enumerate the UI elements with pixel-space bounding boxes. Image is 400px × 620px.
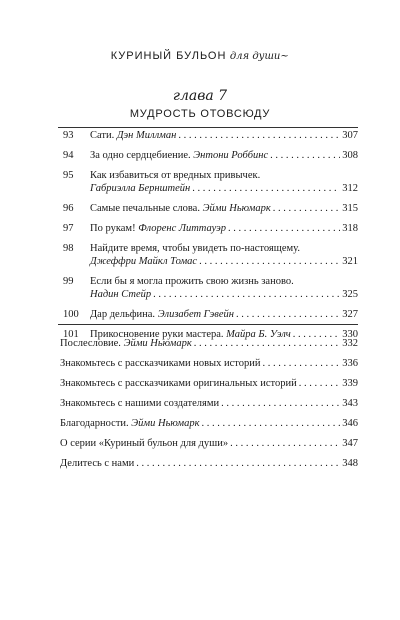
toc-page-number: 315 bbox=[342, 203, 358, 214]
toc-entry-title: Знакомьтесь с нашими создателями bbox=[60, 398, 220, 409]
toc-page-number: 327 bbox=[342, 309, 358, 320]
toc-entry-text bbox=[90, 149, 268, 162]
toc-entry-text bbox=[90, 169, 260, 182]
top-divider bbox=[58, 127, 358, 128]
toc-line bbox=[58, 337, 358, 350]
toc-entry-title: Дар дельфина. bbox=[90, 309, 158, 320]
toc-item-entry bbox=[90, 129, 358, 142]
toc-page-number: 332 bbox=[342, 338, 358, 349]
toc-line bbox=[90, 129, 358, 142]
toc-entry-title: Делитесь с нами bbox=[60, 458, 135, 469]
toc-leader-dots bbox=[270, 149, 340, 162]
toc-page-number: 339 bbox=[342, 378, 358, 389]
toc-entry-author: Майра Б. Уэлч bbox=[226, 329, 291, 340]
toc-leader-dots bbox=[178, 129, 340, 142]
header-script-title: для души bbox=[229, 51, 281, 62]
middle-divider bbox=[58, 324, 358, 325]
toc-page-number: 348 bbox=[342, 458, 358, 469]
toc-back-item[interactable] bbox=[58, 417, 358, 430]
toc-entry-author: Джеффри Майкл Томас bbox=[90, 256, 198, 267]
toc-entry-text bbox=[90, 275, 294, 288]
toc-entry-author: Дэн Миллман bbox=[116, 130, 177, 141]
toc-leader-dots bbox=[221, 397, 340, 410]
chapter-title: МУДРОСТЬ ОТОВСЮДУ bbox=[129, 108, 271, 120]
toc-page-number: 336 bbox=[342, 358, 358, 369]
toc-line bbox=[90, 308, 358, 321]
toc-entry-text bbox=[90, 242, 300, 255]
toc-line bbox=[58, 377, 358, 390]
toc-page-number: 307 bbox=[342, 130, 358, 141]
toc-entry-title: О серии «Куриный бульон для души» bbox=[60, 438, 229, 449]
toc-item-number: 101 bbox=[63, 329, 79, 340]
toc-item-entry bbox=[90, 222, 358, 235]
toc-page-number: 308 bbox=[342, 150, 358, 161]
toc-item-entry bbox=[90, 202, 358, 215]
toc-entry-text bbox=[90, 129, 176, 142]
toc-entry-text bbox=[60, 377, 297, 390]
toc-line bbox=[90, 222, 358, 235]
toc-leader-dots bbox=[273, 202, 340, 215]
toc-leader-dots bbox=[192, 182, 340, 195]
toc-entry-author: Флоренс Литтауэр bbox=[138, 223, 227, 234]
toc-item-entry bbox=[90, 242, 358, 268]
toc-item-entry bbox=[90, 275, 358, 301]
toc-entry-text bbox=[60, 417, 199, 430]
toc-entry-title: Найдите время, чтобы увидеть по-настоящему. bbox=[90, 243, 300, 254]
toc-page-number: 330 bbox=[342, 329, 358, 340]
toc-back-item[interactable] bbox=[58, 457, 358, 470]
toc-line bbox=[58, 457, 358, 470]
toc-leader-dots bbox=[199, 255, 340, 268]
toc-item-number: 97 bbox=[63, 223, 74, 234]
toc-item-number: 96 bbox=[63, 203, 74, 214]
toc-entry-author: Элизабет Гэвейн bbox=[157, 309, 234, 320]
toc-line bbox=[90, 288, 358, 301]
toc-leader-dots bbox=[230, 437, 340, 450]
toc-page-number: 312 bbox=[342, 183, 358, 194]
toc-entry-title: Если бы я могла прожить свою жизнь заново. bbox=[90, 276, 294, 287]
toc-page-number: 346 bbox=[342, 418, 358, 429]
toc-entry-text bbox=[90, 255, 197, 268]
toc-item-entry bbox=[90, 169, 358, 195]
header-title: КУРИНЫЙ БУЛЬОН bbox=[110, 50, 227, 62]
toc-item-entry bbox=[90, 308, 358, 321]
toc-entry-text bbox=[90, 222, 226, 235]
toc-entry-title: Самые печальные слова. bbox=[90, 203, 203, 214]
toc-item-number: 95 bbox=[63, 170, 74, 181]
toc-leader-dots bbox=[299, 377, 341, 390]
toc-entry-author: Эйми Ньюмарк bbox=[202, 203, 271, 214]
toc-entry-text bbox=[90, 182, 190, 195]
toc-leader-dots bbox=[136, 457, 340, 470]
toc-page-number: 347 bbox=[342, 438, 358, 449]
toc-line bbox=[90, 202, 358, 215]
toc-entry-title: Благодарности. bbox=[60, 418, 132, 429]
toc-item-entry bbox=[90, 149, 358, 162]
toc-back-item[interactable] bbox=[58, 437, 358, 450]
toc-item-number: 99 bbox=[63, 276, 74, 287]
toc-line bbox=[58, 417, 358, 430]
chapter-label: глава 7 bbox=[172, 88, 228, 104]
toc-entry-title: Сати. bbox=[90, 130, 117, 141]
toc-leader-dots bbox=[194, 337, 341, 350]
toc-leader-dots bbox=[236, 308, 340, 321]
toc-entry-text bbox=[90, 308, 234, 321]
toc-entry-text bbox=[60, 337, 192, 350]
toc-leader-dots bbox=[262, 357, 340, 370]
toc-line bbox=[90, 255, 358, 268]
toc-entry-text bbox=[60, 437, 228, 450]
toc-back-item[interactable] bbox=[58, 357, 358, 370]
toc-line bbox=[90, 149, 358, 162]
toc-entry-author: Эйми Ньюмарк bbox=[123, 338, 192, 349]
toc-item-number: 94 bbox=[63, 150, 74, 161]
toc-back-item[interactable] bbox=[58, 377, 358, 390]
toc-line bbox=[58, 437, 358, 450]
toc-entry-title: По рукам! bbox=[90, 223, 139, 234]
toc-page-number: 325 bbox=[342, 289, 358, 300]
toc-leader-dots bbox=[228, 222, 340, 235]
toc-entry-author: Надин Стейр bbox=[90, 289, 152, 300]
toc-page-number: 343 bbox=[342, 398, 358, 409]
toc-entry-author: Эйми Ньюмарк bbox=[131, 418, 200, 429]
toc-leader-dots bbox=[153, 288, 340, 301]
toc-entry-text bbox=[60, 357, 260, 370]
toc-line bbox=[90, 169, 358, 182]
toc-back-item[interactable] bbox=[58, 337, 358, 350]
toc-entry-title: Прикосновение руки мастера. bbox=[90, 329, 227, 340]
toc-back-item[interactable] bbox=[58, 397, 358, 410]
toc-page-number: 321 bbox=[342, 256, 358, 267]
toc-line bbox=[90, 182, 358, 195]
toc-entry-author: Энтони Роббинс bbox=[193, 150, 269, 161]
toc-entry-text bbox=[90, 288, 151, 301]
toc-entry-author: Габриэлла Бернштейн bbox=[90, 183, 191, 194]
toc-entry-text bbox=[90, 202, 271, 215]
toc-item-number: 98 bbox=[63, 243, 74, 254]
toc-line bbox=[90, 242, 358, 255]
toc-item-number: 100 bbox=[63, 309, 79, 320]
toc-entry-title: Послесловие. bbox=[60, 338, 124, 349]
toc-entry-title: Знакомьтесь с рассказчиками оригинальных историй bbox=[60, 378, 297, 389]
toc-leader-dots bbox=[201, 417, 340, 430]
toc-line bbox=[58, 397, 358, 410]
toc-entry-text bbox=[60, 397, 219, 410]
toc-page-number: 318 bbox=[342, 223, 358, 234]
toc-entry-title: За одно сердцебиение. bbox=[90, 150, 194, 161]
toc-entry-title: Как избавиться от вредных привычек. bbox=[90, 170, 261, 181]
toc-entry-title: Знакомьтесь с рассказчиками новых историй bbox=[60, 358, 261, 369]
running-header bbox=[0, 50, 400, 62]
toc-item-number: 93 bbox=[63, 130, 74, 141]
toc-line bbox=[90, 275, 358, 288]
header-swash: ~ bbox=[280, 51, 290, 62]
toc-line bbox=[58, 357, 358, 370]
toc-entry-text bbox=[60, 457, 134, 470]
